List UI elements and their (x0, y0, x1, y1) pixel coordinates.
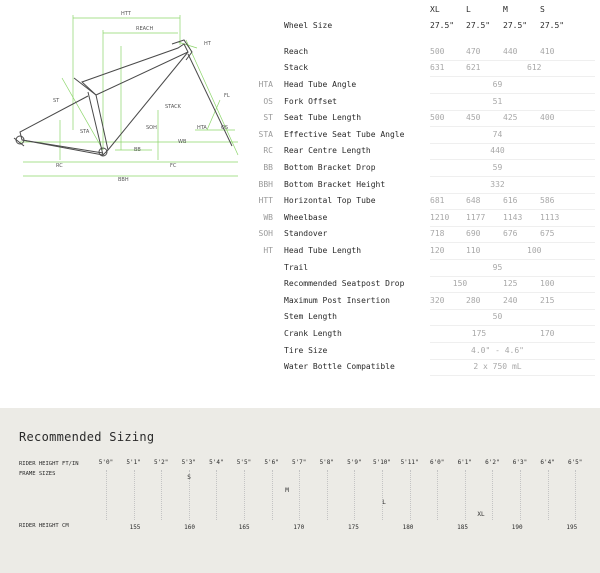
rider-height-ft-tick: 5'4" (209, 459, 224, 466)
row-label: Fork Offset (284, 97, 337, 106)
row-abbreviation: WB (263, 213, 273, 222)
dim-label-ht: HT (204, 41, 211, 47)
row-value-all-sizes: 51 (492, 97, 503, 106)
row-abbreviation: BBH (258, 180, 273, 189)
row-value: 676 (503, 229, 518, 238)
dim-label-reach: REACH (136, 26, 154, 32)
row-value: 400 (540, 113, 555, 122)
frame-size-marker-l: L (382, 499, 386, 506)
row-abbreviation: HT (263, 246, 273, 255)
row-value: 616 (503, 196, 518, 205)
row-value: 500 (430, 113, 445, 122)
row-value-xl-l: 150 (452, 279, 468, 288)
scale-gridline (410, 470, 411, 520)
rider-height-ft-tick: 5'6" (264, 459, 279, 466)
row-abbreviation: SOH (258, 229, 273, 238)
rider-height-cm-tick: 190 (511, 524, 523, 531)
dim-label-soh: SOH (146, 125, 157, 131)
row-value-all-sizes: 440 (490, 146, 505, 155)
row-value: 450 (466, 113, 481, 122)
size-header-s: S (540, 5, 545, 14)
rider-height-ft-tick: 5'9" (347, 459, 362, 466)
row-value: 470 (466, 47, 481, 56)
recommended-sizing-panel (0, 408, 600, 573)
row-divider (430, 110, 595, 111)
scale-gridline (299, 470, 300, 520)
row-divider (430, 342, 595, 343)
rider-height-ft-tick: 5'0" (98, 459, 114, 466)
row-divider (430, 276, 595, 277)
row-value: 320 (430, 296, 445, 305)
scale-gridline (134, 470, 135, 520)
scale-gridline (327, 470, 328, 520)
wheel-size-l: 27.5" (466, 21, 491, 30)
row-label: Effective Seat Tube Angle (284, 130, 405, 139)
row-value: 690 (466, 229, 481, 238)
row-divider (430, 159, 595, 160)
dimension-lines (20, 15, 238, 176)
row-value-all-sizes: 4.0" - 4.6" (471, 346, 524, 355)
row-value-s: 170 (540, 329, 555, 338)
row-divider (430, 309, 595, 310)
frame-size-marker-m: M (285, 487, 289, 494)
rider-height-cm-tick: 180 (402, 524, 414, 531)
dim-label-os: OS (221, 125, 229, 131)
row-divider (430, 143, 595, 144)
row-value: 648 (466, 196, 481, 205)
row-abbreviation: STA (258, 130, 273, 139)
rider-height-ft-tick: 5'8" (319, 459, 335, 466)
row-divider (430, 176, 595, 177)
rider-height-cm-tick: 160 (184, 524, 196, 531)
row-value-all-sizes: 95 (492, 263, 503, 272)
row-label: Tire Size (284, 346, 328, 355)
rider-height-ft-tick: 5'5" (236, 459, 252, 466)
scale-gridline (382, 470, 383, 520)
scale-gridline (548, 470, 549, 520)
rider-height-ft-tick: 6'1" (457, 459, 473, 466)
dim-label-fl: FL (224, 93, 230, 99)
dim-label-sta: STA (80, 129, 90, 135)
frame-size-marker-s: S (187, 474, 191, 481)
row-value-all-sizes: 2 x 750 mL (473, 362, 522, 371)
row-value-xl-l-m: 175 (471, 329, 487, 338)
scale-gridline (244, 470, 245, 520)
sizing-title: Recommended Sizing (19, 430, 155, 444)
row-divider (430, 325, 595, 326)
dim-label-htt: HTT (121, 11, 131, 17)
row-value: 612 (527, 63, 542, 72)
geometry-diagram (0, 0, 250, 200)
row-value: 675 (540, 229, 555, 238)
size-header-xl: XL (430, 5, 440, 14)
row-value: 621 (466, 63, 481, 72)
rider-height-ft-label: RIDER HEIGHT FT/IN (19, 461, 79, 467)
row-label: Standover (284, 229, 328, 238)
rider-height-ft-tick: 6'3" (512, 459, 528, 466)
row-value-all-sizes: 69 (492, 80, 503, 89)
rider-height-cm-tick: 170 (293, 524, 305, 531)
dim-label-wb: WB (178, 139, 187, 145)
dim-label-hta: HTA (197, 125, 207, 131)
rider-height-ft-tick: 6'2" (485, 459, 500, 466)
rider-height-ft-tick: 5'1" (126, 459, 141, 466)
dim-label-st: ST (53, 98, 60, 104)
row-value: 215 (540, 296, 555, 305)
scale-gridline (465, 470, 466, 520)
row-value: 718 (430, 229, 445, 238)
scale-gridline (354, 470, 355, 520)
row-label: Wheelbase (284, 213, 328, 222)
row-label: Head Tube Angle (284, 80, 357, 89)
row-divider (430, 375, 595, 376)
row-label: Bottom Bracket Height (284, 180, 386, 189)
row-divider (430, 60, 595, 61)
scale-gridline (216, 470, 217, 520)
row-value: 631 (430, 63, 445, 72)
row-label: Trail (284, 263, 309, 272)
rider-height-ft-tick: 6'0" (429, 459, 445, 466)
row-value: 120 (430, 246, 445, 255)
row-value: 100 (527, 246, 542, 255)
frame-outline (14, 40, 232, 156)
wheel-size-m: 27.5" (503, 21, 528, 30)
row-label: Maximum Post Insertion (284, 296, 390, 305)
row-divider (430, 226, 595, 227)
row-abbreviation: RC (263, 146, 273, 155)
row-label: Rear Centre Length (284, 146, 371, 155)
size-header-m: M (503, 5, 508, 14)
row-divider (430, 292, 595, 293)
rider-height-ft-tick: 6'5" (567, 459, 583, 466)
row-value: 280 (466, 296, 481, 305)
row-divider (430, 93, 595, 94)
row-abbreviation: ST (263, 113, 273, 122)
scale-gridline (272, 470, 273, 520)
rider-height-cm-tick: 185 (457, 524, 469, 531)
row-label: Crank Length (284, 329, 342, 338)
row-divider (430, 359, 595, 360)
row-label: Horizontal Top Tube (284, 196, 376, 205)
row-value-all-sizes: 74 (492, 130, 503, 139)
row-value: 1210 (430, 213, 450, 222)
row-divider (430, 242, 595, 243)
row-label: Water Bottle Compatible (284, 362, 395, 371)
row-value: 110 (466, 246, 481, 255)
row-value: 500 (430, 47, 445, 56)
row-value: 1177 (466, 213, 486, 222)
row-label: Stem Length (284, 312, 337, 321)
row-value: 681 (430, 196, 445, 205)
wheel-size-label: Wheel Size (284, 21, 333, 30)
row-value: 586 (540, 196, 555, 205)
row-value: 425 (503, 113, 518, 122)
row-divider (430, 209, 595, 210)
row-label: Stack (284, 63, 309, 72)
scale-gridline (575, 470, 576, 520)
row-value: 240 (503, 296, 518, 305)
rider-height-cm-tick: 175 (347, 524, 359, 531)
scale-gridline (520, 470, 521, 520)
row-value: 410 (540, 47, 555, 56)
rider-height-cm-tick: 155 (129, 524, 141, 531)
row-value-all-sizes: 50 (492, 312, 503, 321)
rider-height-ft-tick: 6'4" (540, 459, 555, 466)
wheel-size-xl: 27.5" (430, 21, 455, 30)
rider-height-ft-tick: 5'11" (400, 459, 419, 466)
row-abbreviation: OS (263, 97, 273, 106)
scale-gridline (106, 470, 107, 520)
rider-height-cm-tick: 195 (566, 524, 578, 531)
scale-gridline (492, 470, 493, 520)
size-header-l: L (466, 5, 471, 14)
row-value: 1143 (503, 213, 523, 222)
row-value-all-sizes: 332 (490, 180, 505, 189)
wheel-size-s: 27.5" (540, 21, 565, 30)
frame-size-marker-xl: XL (477, 511, 485, 518)
row-abbreviation: HTA (258, 80, 273, 89)
row-value: 1113 (540, 213, 560, 222)
rider-height-ft-tick: 5'3" (181, 459, 197, 466)
dim-label-bbh: BBH (118, 177, 129, 183)
rider-height-cm-tick: 165 (238, 524, 250, 531)
row-label: Recommended Seatpost Drop (284, 279, 405, 288)
dim-label-stack: STACK (165, 104, 181, 110)
row-label: Reach (284, 47, 309, 56)
row-divider (430, 126, 595, 127)
row-value-all-sizes: 59 (492, 163, 503, 172)
row-label: Bottom Bracket Drop (284, 163, 376, 172)
rider-height-ft-tick: 5'7" (291, 459, 307, 466)
rider-height-ft-tick: 5'2" (153, 459, 169, 466)
scale-gridline (161, 470, 162, 520)
scale-gridline (437, 470, 438, 520)
row-value-m: 125 (503, 279, 518, 288)
rider-height-cm-label: RIDER HEIGHT CM (19, 523, 69, 529)
row-label: Head Tube Length (284, 246, 362, 255)
dim-label-fc: FC (170, 163, 177, 169)
row-divider (430, 76, 595, 77)
rider-height-ft-tick: 5'10" (372, 459, 392, 466)
dim-label-rc: RC (56, 163, 63, 169)
row-abbreviation: HTT (258, 196, 273, 205)
row-value: 440 (503, 47, 518, 56)
dim-label-bb: BB (134, 147, 141, 153)
frame-sizes-label: FRAME SIZES (19, 471, 56, 477)
row-value-s: 100 (540, 279, 555, 288)
row-label: Seat Tube Length (284, 113, 362, 122)
row-divider (430, 259, 595, 260)
row-abbreviation: BB (263, 163, 273, 172)
row-divider (430, 193, 595, 194)
